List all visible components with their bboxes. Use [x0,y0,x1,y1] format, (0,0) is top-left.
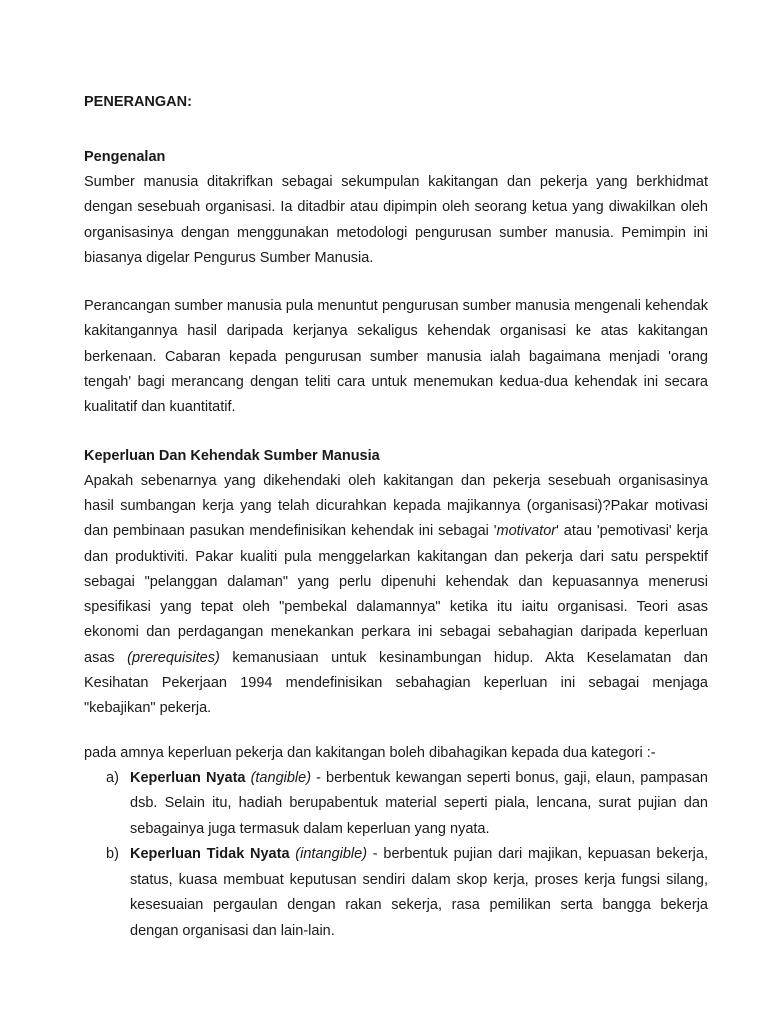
italic-term-prerequisites: (prerequisites) [127,649,220,666]
list-item-intangible [84,842,708,944]
list-term-italic: (tangible) [250,769,312,786]
paragraph-text: Apakah sebenarnya yang dikehendaki oleh kakitangan dan pekerja sesebuah organisasinya hasil sumbangan kerja yang telah dicurahkan kepada majikannya (organisasi)?Pakar motivasi dan pembinaan pasukan mendefinisikan kehendak ini sebagai ' [84,472,708,540]
paragraph-pengenalan-2: Perancangan sumber manusia pula menuntut pengurusan sumber manusia mengenali kehendak kakitangannya hasil daripada kerjanya sekaligus kehendak organisasi ke atas kakitangan berkenaan. Cabaran kepada pengurusan sumber manusia ialah bagaimana menjadi 'orang tengah' bagi merancang dengan teliti cara untuk menemukan kedua-dua kehendak ini secara kualitatif dan kuantitatif. [84,298,708,416]
list-text: - berbentuk kewangan seperti bonus, gaji, elaun, pampasan dsb. Selain itu, hadiah berupabentuk material seperti piala, lencana, surat pujian dan sebagainya juga termasuk dalam keperluan yang nyata. [130,769,708,837]
paragraph-text: kemanusiaan untuk kesinambungan hidup. Akta Keselamatan dan Kesihatan Pekerjaan 1994 mendefinisikan sebahagian keperluan ini sebagai menjaga "kebajikan" pekerja. [84,649,708,717]
section-heading-pengenalan: Pengenalan [84,149,166,165]
list-item-tangible [84,766,708,843]
paragraph-kategori-intro: pada amnya keperluan pekerja dan kakitangan boleh dibahagikan kepada dua kategori :- [84,744,656,761]
italic-term-motivator: motivator [496,523,557,540]
paragraph-text: ' atau 'pemotivasi' kerja dan produktiviti. Pakar kualiti pula menggelarkan kakitangan dan pekerja dari satu perspektif sebagai "pelanggan dalaman" yang perlu dipenuhi kehendak dan kepuasannya menerusi spesifikasi yang tepat oleh "pembekal dalamannya" ketika itu iaitu organisasi. Teori asas ekonomi dan perdagangan menekankan perkara ini sebagai sebahagian daripada keperluan asas [84,523,708,666]
paragraph-pengenalan-1: Sumber manusia ditakrifkan sebagai sekumpulan kakitangan dan pekerja yang berkhidmat dengan sesebuah organisasi. Ia ditadbir atau dipimpin oleh seorang ketua yang diwakilkan oleh organisasinya dengan menggunakan metodologi pengurusan sumber manusia. Pemimpin ini biasanya digelar Pengurus Sumber Manusia. [84,174,708,266]
list-marker: a) [106,769,119,786]
paragraph-gap [84,271,708,294]
list-term-italic: (intangible) [295,846,368,863]
document-title: PENERANGAN: [84,94,192,110]
paragraph-gap [84,722,708,741]
list-term: Keperluan Tidak Nyata [130,846,290,863]
list-marker: b) [106,846,119,863]
list-term: Keperluan Nyata [130,769,246,786]
section-heading-keperluan: Keperluan Dan Kehendak Sumber Manusia [84,447,380,464]
paragraph-gap [84,421,708,444]
list-text: - berbentuk pujian dari majikan, kepuasan bekerja, status, kuasa membuat keputusan sendiri dalam skop kerja, proses kerja fungsi silang, kesesuaian pergaulan dengan rakan sekerja, rasa pemilikan serta bangga bekerja dengan organisasi dan lain-lain. [130,846,708,939]
paragraph-keperluan [84,469,708,722]
kategori-list [84,766,708,945]
document-page [84,90,708,944]
